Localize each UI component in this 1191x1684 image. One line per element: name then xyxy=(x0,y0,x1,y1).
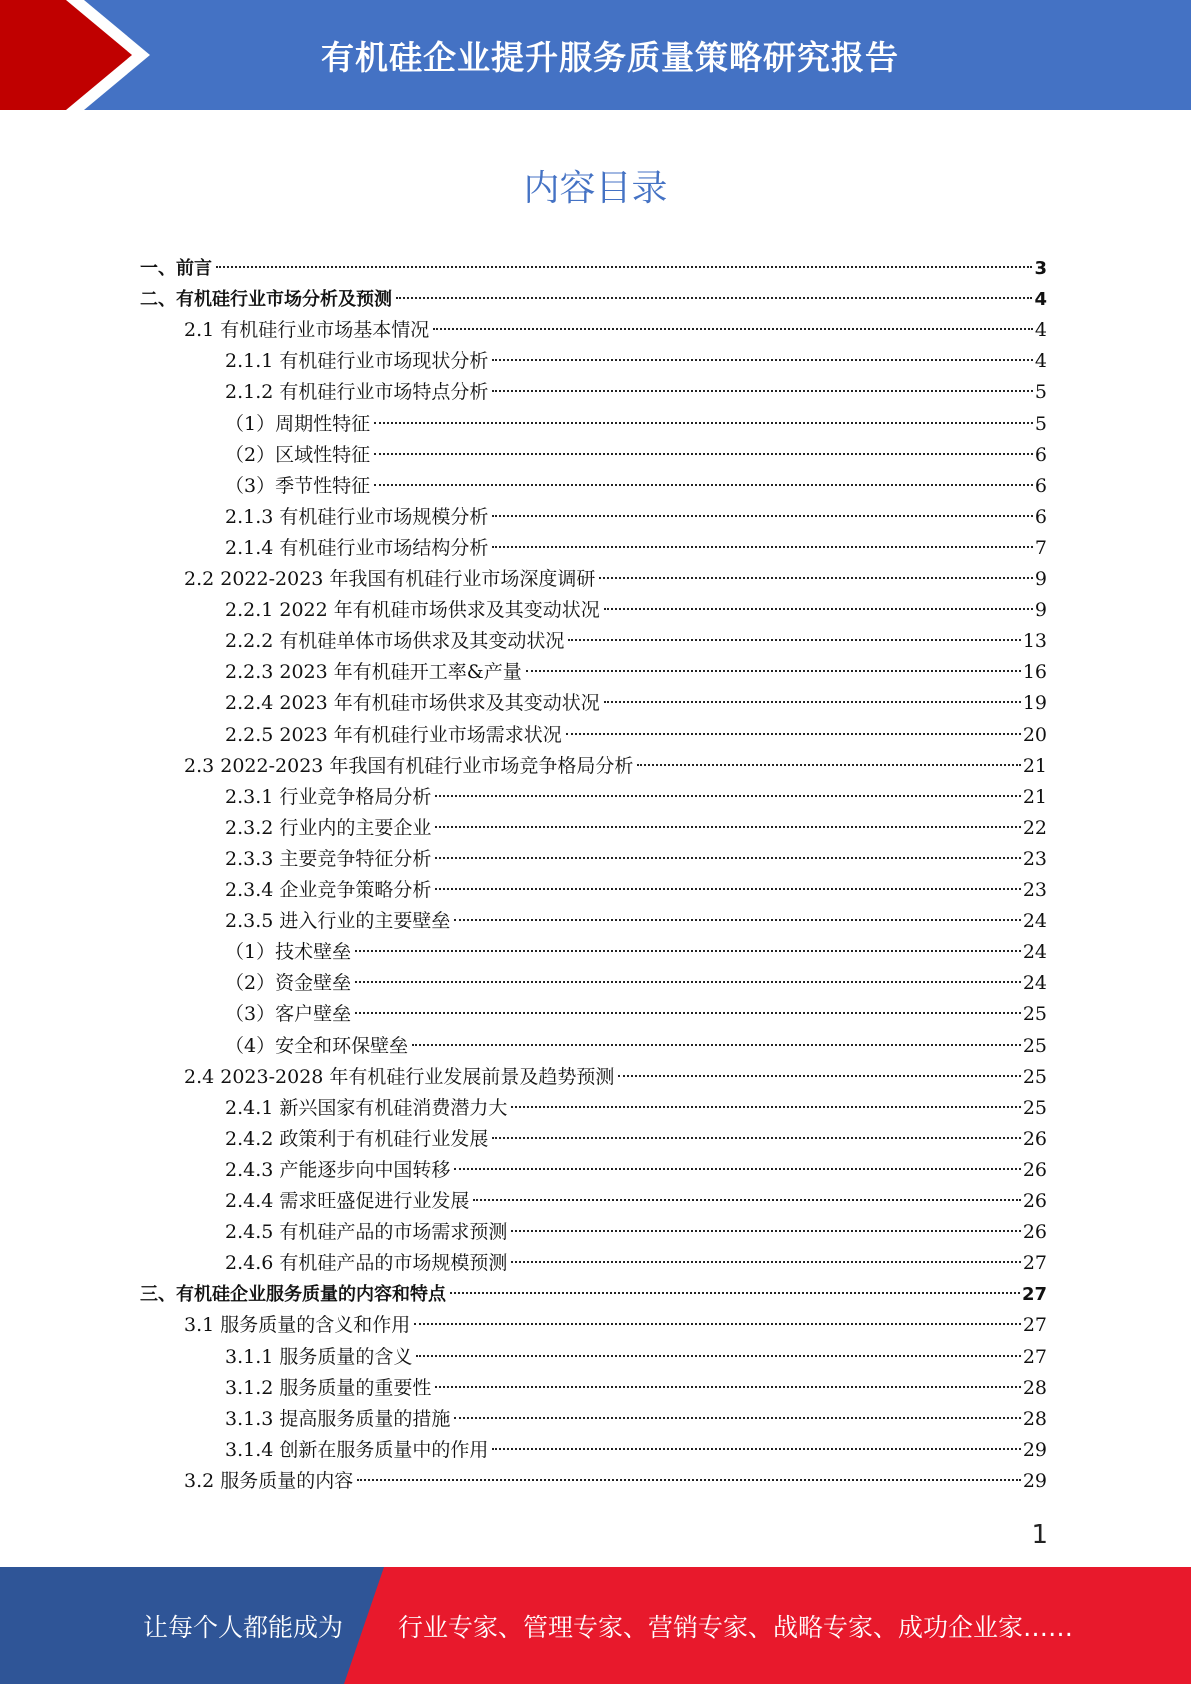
toc-dot-leader xyxy=(396,297,1032,299)
toc-dot-leader xyxy=(374,422,1033,424)
toc-entry-page: 20 xyxy=(1022,723,1047,746)
toc-entry[interactable] xyxy=(225,875,1047,906)
toc-entry[interactable] xyxy=(225,1248,1047,1279)
toc-entry-page: 27 xyxy=(1022,1314,1047,1337)
toc-entry[interactable] xyxy=(225,377,1047,408)
toc-entry-label: （2）资金壁垒 xyxy=(225,972,352,995)
toc-entry-label: 2.3.3 主要竞争特征分析 xyxy=(225,847,432,870)
toc-dot-leader xyxy=(492,1137,1020,1139)
toc-entry-label: 2.4.4 需求旺盛促进行业发展 xyxy=(225,1190,470,1212)
toc-entry-page: 25 xyxy=(1022,1096,1047,1119)
toc-dot-leader xyxy=(435,888,1020,890)
toc-entry[interactable] xyxy=(225,844,1047,875)
toc-entry-label: 2.2.2 有机硅单体市场供求及其变动状况 xyxy=(225,630,565,653)
toc-entry-page: 21 xyxy=(1022,785,1047,808)
toc-entry-label: 2.1 有机硅行业市场基本情况 xyxy=(184,319,430,342)
toc-entry[interactable] xyxy=(225,346,1047,377)
toc-dot-leader xyxy=(604,608,1033,610)
toc-entry[interactable] xyxy=(225,502,1047,533)
toc-entry[interactable] xyxy=(184,564,1047,595)
toc-entry-page: 24 xyxy=(1022,910,1047,933)
toc-entry-label: 2.2.5 2023 年有机硅行业市场需求状况 xyxy=(225,723,562,746)
toc-entry-page: 9 xyxy=(1034,568,1047,590)
toc-dot-leader xyxy=(454,1168,1020,1170)
toc-heading: 内容目录 xyxy=(523,168,668,209)
toc-dot-leader xyxy=(355,950,1021,952)
toc-entry-page: 29 xyxy=(1022,1438,1047,1461)
toc-entry-label: 2.2.4 2023 年有机硅市场供求及其变动状况 xyxy=(225,692,600,715)
toc-entry-label: 2.4.6 有机硅产品的市场规模预测 xyxy=(225,1252,508,1275)
toc-dot-leader xyxy=(355,981,1021,983)
toc-entry-page: 25 xyxy=(1022,1003,1047,1026)
toc-dot-leader xyxy=(526,670,1021,672)
toc-entry[interactable] xyxy=(225,471,1047,502)
toc-entry[interactable] xyxy=(225,906,1047,937)
toc-dot-leader xyxy=(435,826,1020,828)
toc-entry[interactable] xyxy=(225,968,1047,999)
toc-entry-label: 2.2.1 2022 年有机硅市场供求及其变动状况 xyxy=(225,599,600,622)
footer-slogan-left: 让每个人都能成为 xyxy=(143,1612,344,1642)
toc-entry[interactable] xyxy=(225,533,1047,564)
toc-entry[interactable] xyxy=(225,409,1047,440)
toc-dot-leader xyxy=(492,390,1033,392)
toc-entry[interactable] xyxy=(225,937,1047,968)
toc-dot-leader xyxy=(435,857,1020,859)
header-banner xyxy=(0,0,1191,110)
toc-entry-page: 4 xyxy=(1034,319,1047,342)
footer-banner xyxy=(0,1567,1191,1684)
toc-dot-leader xyxy=(511,1106,1020,1108)
toc-entry-page: 19 xyxy=(1022,692,1047,715)
toc-entry-page: 9 xyxy=(1034,599,1047,622)
toc-entry-page: 26 xyxy=(1022,1127,1047,1150)
toc-dot-leader xyxy=(473,1199,1020,1201)
toc-entry[interactable] xyxy=(225,1217,1047,1248)
toc-entry-label: （2）区域性特征 xyxy=(225,443,371,466)
toc-entry-label: 2.2 2022-2023 年我国有机硅行业市场深度调研 xyxy=(184,568,596,590)
toc-dot-leader xyxy=(435,795,1020,797)
toc-entry-label: 2.3.2 行业内的主要企业 xyxy=(225,816,432,839)
toc-entry-page: 24 xyxy=(1022,972,1047,995)
toc-dot-leader xyxy=(492,515,1033,517)
toc-dot-leader xyxy=(374,453,1033,455)
toc-dot-leader xyxy=(454,919,1020,921)
toc-entry[interactable] xyxy=(225,626,1047,657)
toc-entry-label: 2.3 2022-2023 年我国有机硅行业市场竞争格局分析 xyxy=(184,754,634,777)
toc-entry-page: 27 xyxy=(1021,1284,1047,1306)
toc-entry-page: 25 xyxy=(1022,1034,1047,1057)
toc-dot-leader xyxy=(355,1012,1021,1014)
toc-entry-page: 24 xyxy=(1022,941,1047,964)
toc-dot-leader xyxy=(492,546,1033,548)
toc-entry-page: 6 xyxy=(1034,505,1047,528)
toc-entry[interactable] xyxy=(140,1279,1047,1310)
toc-dot-leader xyxy=(511,1261,1020,1263)
toc-entry-label: 3.1.3 提高服务质量的措施 xyxy=(225,1407,451,1430)
toc-entry-page: 23 xyxy=(1022,847,1047,870)
toc-entry-page: 27 xyxy=(1022,1252,1047,1275)
toc-entry-label: 2.4.3 产能逐步向中国转移 xyxy=(225,1158,451,1181)
toc-dot-leader xyxy=(450,1292,1020,1294)
toc-entry[interactable] xyxy=(184,751,1047,782)
toc-entry[interactable] xyxy=(225,1093,1047,1124)
toc-dot-leader xyxy=(492,359,1033,361)
toc-entry[interactable] xyxy=(184,1310,1047,1341)
toc-entry-page: 3 xyxy=(1034,258,1047,279)
toc-entry[interactable] xyxy=(225,1155,1047,1186)
toc-entry-label: 3.1.2 服务质量的重要性 xyxy=(225,1376,432,1399)
toc-dot-leader xyxy=(618,1075,1020,1077)
toc-entry-page: 7 xyxy=(1034,536,1047,559)
toc-entry-label: 2.1.2 有机硅行业市场特点分析 xyxy=(225,381,489,404)
toc-entry-label: 2.4.5 有机硅产品的市场需求预测 xyxy=(225,1221,508,1244)
toc-dot-leader xyxy=(435,1386,1020,1388)
toc-entry-page: 22 xyxy=(1022,816,1047,839)
toc-dot-leader xyxy=(511,1230,1020,1232)
footer-slogan-right: 行业专家、管理专家、营销专家、战略专家、成功企业家…… xyxy=(398,1612,1074,1642)
toc-entry-page: 29 xyxy=(1022,1469,1047,1492)
toc-dot-leader xyxy=(604,701,1021,703)
toc-entry-page: 5 xyxy=(1034,412,1047,435)
toc-entry[interactable] xyxy=(225,1124,1047,1155)
toc-entry-label: 3.1.1 服务质量的含义 xyxy=(225,1345,413,1368)
toc-entry-page: 27 xyxy=(1022,1345,1047,1368)
toc-entry-page: 28 xyxy=(1022,1407,1047,1430)
toc-entry-page: 21 xyxy=(1022,754,1047,777)
toc-entry[interactable] xyxy=(225,440,1047,471)
toc-entry-page: 26 xyxy=(1022,1190,1047,1212)
toc-entry-page: 4 xyxy=(1034,289,1047,311)
toc-entry-label: 3.1 服务质量的含义和作用 xyxy=(184,1314,411,1337)
toc-entry-page: 26 xyxy=(1022,1221,1047,1244)
toc-entry[interactable] xyxy=(184,1062,1047,1093)
toc-entry-label: 2.2.3 2023 年有机硅开工率&产量 xyxy=(225,661,522,684)
toc-entry-label: （3）客户壁垒 xyxy=(225,1003,352,1026)
toc-entry[interactable] xyxy=(184,1466,1047,1497)
toc-entry[interactable] xyxy=(140,284,1047,315)
toc-entry[interactable] xyxy=(225,1435,1047,1466)
toc-dot-leader xyxy=(433,328,1033,330)
toc-entry[interactable] xyxy=(140,253,1047,284)
toc-entry-page: 5 xyxy=(1034,381,1047,404)
page-number: 1 xyxy=(1031,1520,1048,1550)
toc-dot-leader xyxy=(599,577,1032,579)
toc-entry-page: 6 xyxy=(1034,474,1047,497)
toc-entry-label: 一、前言 xyxy=(140,258,212,279)
toc-entry-label: 二、有机硅行业市场分析及预测 xyxy=(140,289,392,311)
toc-dot-leader xyxy=(492,1448,1020,1450)
toc-dot-leader xyxy=(568,639,1020,641)
toc-dot-leader xyxy=(637,764,1020,766)
toc-entry[interactable] xyxy=(225,1342,1047,1373)
toc-dot-leader xyxy=(414,1323,1021,1325)
toc-entry[interactable] xyxy=(225,1186,1047,1217)
toc-entry-page: 4 xyxy=(1034,350,1047,373)
toc-dot-leader xyxy=(357,1479,1021,1481)
toc-entry[interactable] xyxy=(225,657,1047,688)
toc-entry[interactable] xyxy=(225,720,1047,751)
toc-entry-page: 28 xyxy=(1022,1376,1047,1399)
toc-entry-label: （1）周期性特征 xyxy=(225,412,371,435)
toc-entry[interactable] xyxy=(225,813,1047,844)
toc-entry-label: 2.1.4 有机硅行业市场结构分析 xyxy=(225,536,489,559)
toc-entry-label: 2.3.4 企业竞争策略分析 xyxy=(225,879,432,901)
toc-entry[interactable] xyxy=(225,782,1047,813)
toc-entry-label: （4）安全和环保壁垒 xyxy=(225,1034,409,1057)
toc-entry-label: 三、有机硅企业服务质量的内容和特点 xyxy=(140,1284,446,1306)
toc-entry[interactable] xyxy=(184,315,1047,346)
toc-dot-leader xyxy=(412,1044,1021,1046)
toc-entry-page: 26 xyxy=(1022,1158,1047,1181)
toc-dot-leader xyxy=(416,1355,1020,1357)
toc-entry[interactable] xyxy=(225,1373,1047,1404)
toc-entry-label: 2.1.1 有机硅行业市场现状分析 xyxy=(225,350,489,373)
toc-entry-label: 3.2 服务质量的内容 xyxy=(184,1469,354,1492)
toc-entry-page: 13 xyxy=(1022,630,1047,653)
toc-entry[interactable] xyxy=(225,1031,1047,1062)
toc-entry-label: 2.4 2023-2028 年有机硅行业发展前景及趋势预测 xyxy=(184,1065,615,1088)
toc-entry-label: （1）技术壁垒 xyxy=(225,941,352,964)
toc-entry-page: 6 xyxy=(1034,443,1047,466)
report-title: 有机硅企业提升服务质量策略研究报告 xyxy=(321,37,899,77)
toc-entry-label: 3.1.4 创新在服务质量中的作用 xyxy=(225,1438,489,1461)
toc-entry[interactable] xyxy=(225,688,1047,719)
toc-dot-leader xyxy=(566,733,1021,735)
toc-entry-page: 16 xyxy=(1022,661,1047,684)
toc-entry-page: 23 xyxy=(1022,879,1047,901)
toc-entry-label: 2.4.1 新兴国家有机硅消费潜力大 xyxy=(225,1096,508,1119)
toc-entry-label: 2.4.2 政策利于有机硅行业发展 xyxy=(225,1127,489,1150)
toc-entry-page: 25 xyxy=(1022,1065,1047,1088)
toc-entry-label: （3）季节性特征 xyxy=(225,474,371,497)
toc-entry[interactable] xyxy=(225,999,1047,1030)
toc-dot-leader xyxy=(454,1417,1020,1419)
toc-entry-label: 2.3.5 进入行业的主要壁垒 xyxy=(225,910,451,933)
toc-entry-label: 2.3.1 行业竞争格局分析 xyxy=(225,785,432,808)
toc-entry[interactable] xyxy=(225,1404,1047,1435)
toc-dot-leader xyxy=(374,484,1033,486)
toc-dot-leader xyxy=(216,266,1032,268)
toc-entry[interactable] xyxy=(225,595,1047,626)
toc-entry-label: 2.1.3 有机硅行业市场规模分析 xyxy=(225,505,489,528)
